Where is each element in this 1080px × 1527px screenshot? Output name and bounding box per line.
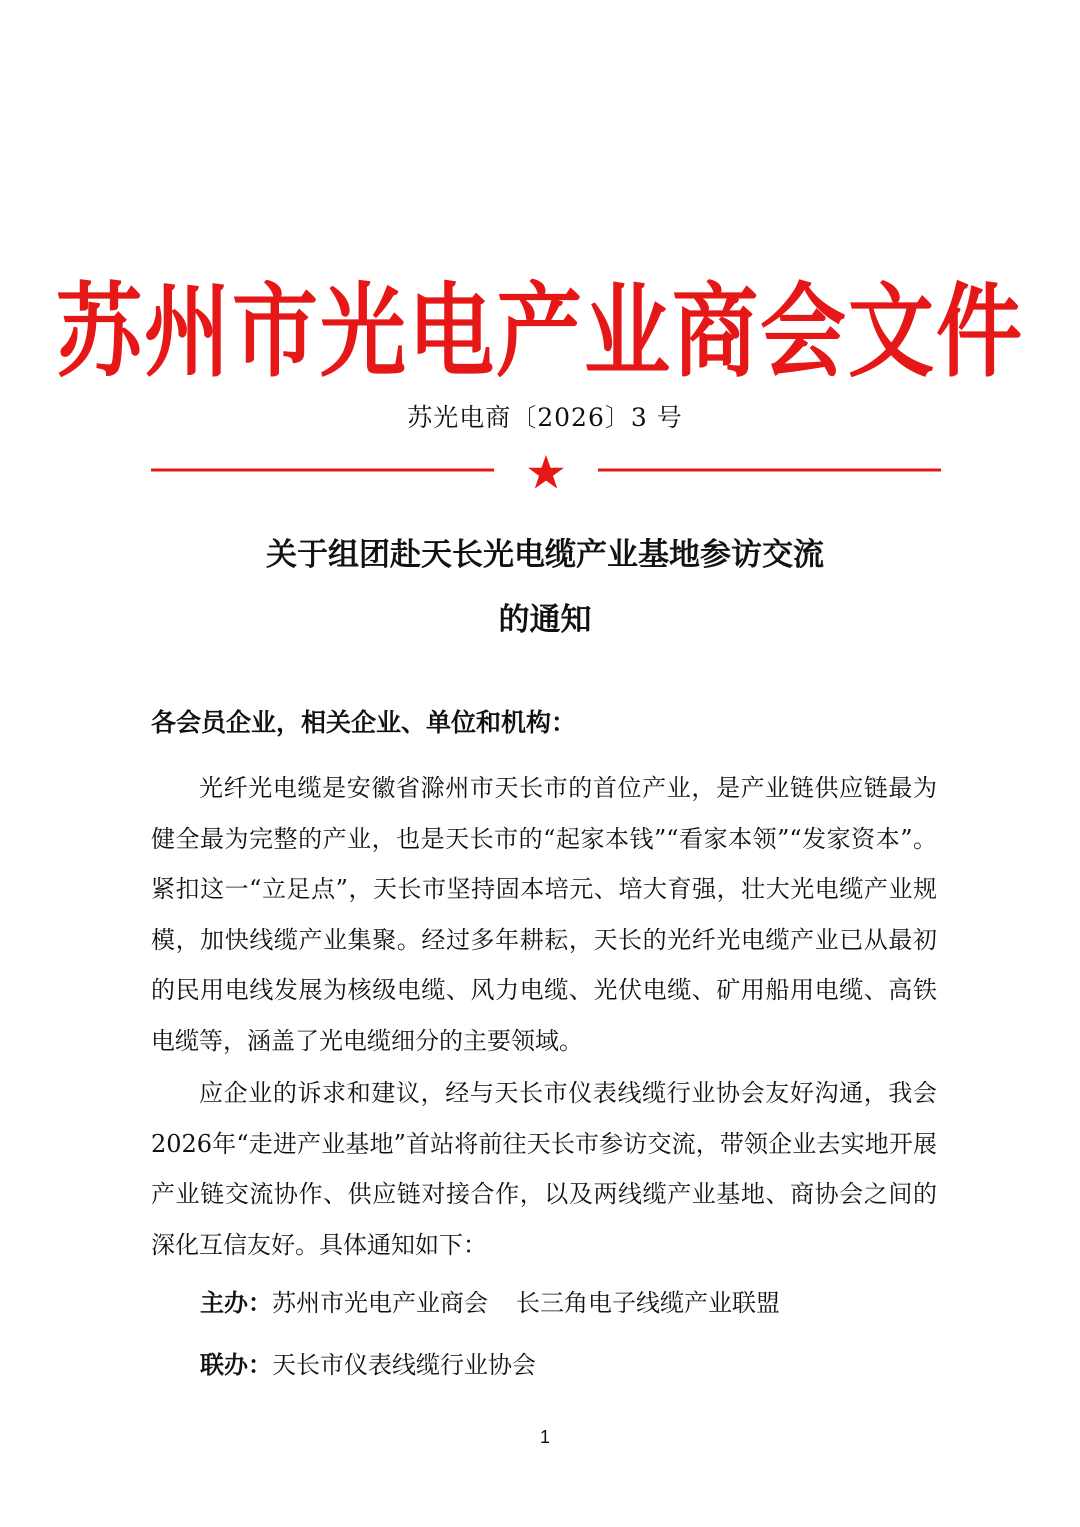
notice-title-line-2: 的通知 [498, 602, 592, 638]
notice-title-line-1: 关于组团赴天长光电缆产业基地参访交流 [266, 537, 824, 573]
cohost-org: 天长市仪表线缆行业协会 [272, 1351, 536, 1379]
host-org-2: 长三角电子线缆产业联盟 [516, 1289, 780, 1317]
salutation: 各会员企业，相关企业、单位和机构： [151, 708, 577, 737]
star-icon [528, 455, 564, 489]
host-label: 主办： [200, 1289, 272, 1317]
header-divider [151, 450, 941, 500]
document-number: 苏光电商〔2026〕3 号 [407, 403, 683, 432]
host-line [200, 1283, 780, 1323]
body-paragraph: 应企业的诉求和建议，经与天长市仪表线缆行业协会友好沟通，我会2026年“走进产业基地”首站将前往天长市参访交流，带领企业去实地开展产业链交流协作、供应链对接合作，以及两线缆产业基地、商协会之间的深化互信友好。具体通知如下： [151, 1079, 937, 1259]
host-org-1: 苏州市光电产业商会 [272, 1289, 488, 1317]
cohost-label: 联办： [200, 1351, 272, 1379]
page-number: 1 [539, 1427, 550, 1447]
cohost-line [200, 1345, 536, 1385]
document-header-title: 苏州市光电产业商会文件 [56, 273, 1024, 392]
body-paragraph: 光纤光电缆是安徽省滁州市天长市的首位产业，是产业链供应链最为健全最为完整的产业，也是天长市的“起家本钱”“看家本领”“发家资本”。紧扣这一“立足点”，天长市坚持固本培元、培大育强，壮大光电缆产业规模，加快线缆产业集聚。经过多年耕耘，天长的光纤光电缆产业已从最初的民用电线发展为核级电缆、风力电缆、光伏电缆、矿用船用电缆、高铁电缆等，涵盖了光电缆细分的主要领域。 [151, 774, 937, 1055]
